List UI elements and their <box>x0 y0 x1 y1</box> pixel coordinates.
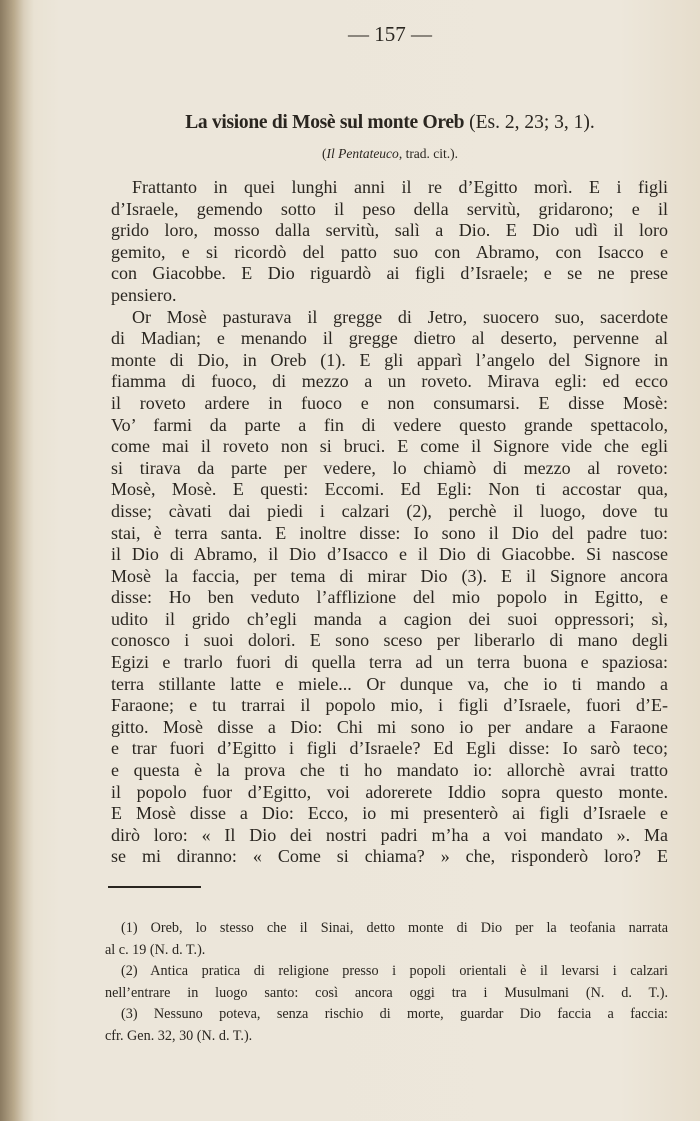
text-line: con Giacobbe. E Dio riguardò ai figli d’Israele; e se ne prese <box>111 263 668 284</box>
text-line: si tirava da parte per vedere, lo chiamò di mezzo al roveto: <box>111 457 668 478</box>
footnote-line: (3) Nessuno poteva, senza rischio di morte, guardar Dio faccia a faccia: <box>121 1006 668 1023</box>
text-line: disse: Ho ben veduto l’afflizione del mio popolo in Egitto, e <box>111 587 668 608</box>
text-line: e questa è la prova che ti ho mandato io: allorchè avrai tratto <box>111 760 668 781</box>
text-line: gitto. Mosè disse a Dio: Chi mi sono io per andare a Faraone <box>111 716 668 737</box>
text-line: gemito, e si ricordò del patto suo con Abramo, con Isacco e <box>111 241 668 262</box>
text-line: Faraone; e tu trarrai il popolo mio, i figli d’Israele, fuori d’E- <box>111 695 668 716</box>
footnote-line: (2) Antica pratica di religione presso i popoli orientali è il levarsi i calzari <box>121 963 668 980</box>
title-reference: (Es. 2, 23; 3, 1). <box>469 112 595 133</box>
title-text: La visione di Mosè sul monte Oreb <box>185 112 465 133</box>
text-line: stai, è terra santa. E inoltre disse: Io sono il Dio del padre tuo: <box>111 522 668 543</box>
text-line: grido loro, mosso dalla servitù, salì a Dio. E Dio udì il loro <box>111 220 668 241</box>
text-line: il popolo fuor d’Egitto, voi adorerete Iddio sopra questo monte. <box>111 781 668 802</box>
text-line: E Mosè disse a Dio: Ecco, io mi presenterò ai figli d’Israele e <box>111 803 668 824</box>
text-line: terra stillante latte e miele... Or dunque va, che io ti mando a <box>111 673 668 694</box>
page-number: — 157 — <box>348 22 432 46</box>
footnote-line: (1) Oreb, lo stesso che il Sinai, detto monte di Dio per la teofania narrata <box>121 920 668 936</box>
footnote-separator <box>108 886 201 888</box>
text-line: e trar fuori d’Egitto i figli d’Israele? Ed Egli disse: Io sarò teco; <box>111 738 668 759</box>
text-line: Vo’ farmi da parte a fin di vedere questo grande spettacolo, <box>111 414 668 435</box>
chapter-title <box>80 112 700 134</box>
text-line: pensiero. <box>111 284 177 305</box>
text-line: fiamma di fuoco, di mezzo a un roveto. Mirava egli: ed ecco <box>111 371 668 392</box>
text-line: Mosè la faccia, per tema di mirar Dio (3). E il Signore ancora <box>111 565 668 586</box>
text-line: se mi diranno: « Come si chiama? » che, risponderò loro? E <box>111 846 668 867</box>
text-line: il Dio di Abramo, il Dio d’Isacco e il Dio di Giacobbe. Si nascose <box>111 544 668 565</box>
text-line: Frattanto in quei lunghi anni il re d’Egitto morì. E i figli <box>132 177 668 197</box>
text-line: monte di Dio, in Oreb (1). E gli apparì l’angelo del Signore in <box>111 349 668 370</box>
footnote-line: nell’entrare in luogo santo: così ancora oggi tra i Musulmani (N. d. T.). <box>105 984 668 1001</box>
text-line: Mosè, Mosè. E questi: Eccomi. Ed Egli: Non ti accostar qua, <box>111 479 668 500</box>
source-title: Il Pentateuco <box>326 146 399 161</box>
text-line: di Madian; e menando il gregge dietro al deserto, pervenne al <box>111 328 668 349</box>
text-line: come mai il roveto non si bruci. E come il Signore vide che egli <box>111 436 668 457</box>
text-line: conosco i suoi dolori. E sono sceso per liberarlo di mano degli <box>111 630 668 651</box>
footnote-line: cfr. Gen. 32, 30 (N. d. T.). <box>105 1027 253 1044</box>
text-line: Or Mosè pasturava il gregge di Jetro, suocero suo, sacerdote <box>132 306 668 327</box>
footnotes <box>105 918 668 1048</box>
text-line: disse; càvati dai piedi i calzari (2), perchè il luogo, dove tu <box>111 500 668 521</box>
body-text <box>111 177 668 868</box>
text-line: udito il grido ch’egli manda a cagion dei suoi oppressori; sì, <box>111 608 668 629</box>
text-line: dirò loro: « Il Dio dei nostri padri m’ha a voi mandato ». Ma <box>111 824 668 845</box>
text-line: d’Israele, gemendo sotto il peso della servitù, gridarono; e il <box>111 198 668 219</box>
text-line: il roveto ardere in fuoco e non consumarsi. E disse Mosè: <box>111 392 668 413</box>
footnote-line: al c. 19 (N. d. T.). <box>105 941 206 958</box>
source-citation: (Il Pentateuco, trad. cit.). <box>321 146 459 161</box>
text-line: Egizi e trarlo fuori di quella terra ad un terra buona e spaziosa: <box>111 652 668 673</box>
